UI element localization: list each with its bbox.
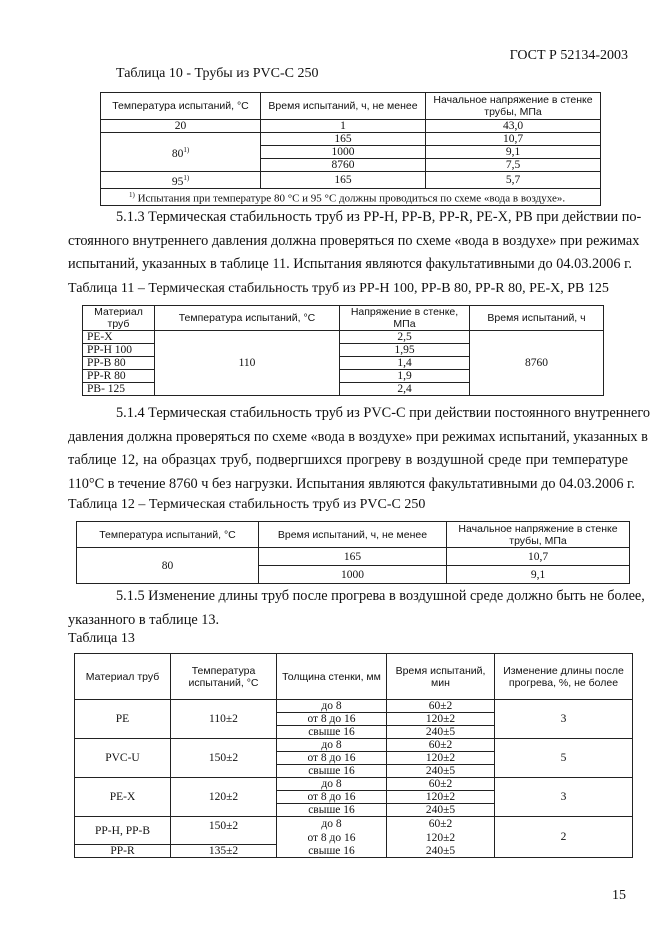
table13-cell-temp: 120±2 [171,778,277,817]
table11-cell-stress: 1,4 [340,357,470,370]
table13-cell-time: 240±5 [387,804,495,817]
table13-cell-time: 60±2 [387,739,495,752]
table11-cell-stress: 2,5 [340,331,470,344]
table11-cell-stress: 1,95 [340,344,470,357]
table13-cell-thickness: свыше 16 [277,765,387,778]
table10-cell-stress: 43,0 [426,120,601,133]
table13-cell-temp: 150±2 [171,817,277,845]
table13-cell-time: 60±2 [387,778,495,791]
table13-cell-material: PVC-U [75,739,171,778]
table10-cell-temp: 95$^{1)}$ [101,172,261,189]
table13-cell-time: 240±5 [387,845,495,858]
table13-cell-thickness: от 8 до 16 [277,831,387,845]
table13-cell-material: PP-R [75,845,171,858]
table12 [76,521,630,584]
table13-cell-time: 60±2 [387,700,495,713]
table12-cell-stress: 9,1 [447,566,630,584]
table13-cell-temp: 150±2 [171,739,277,778]
table13-cell-time: 120±2 [387,791,495,804]
table13-cell-thickness: до 8 [277,817,387,831]
table11 [82,305,604,396]
table12-cell-time: 165 [259,548,447,566]
table13-cell-thickness: свыше 16 [277,726,387,739]
paragraph-5-1-5: 5.1.5 Изменение длины труб после прогрева в воздушной среде должно быть не более, указанного в таблице 13. [68,588,645,628]
table13-caption: Таблица 13 [68,631,135,646]
table13-cell-thickness: от 8 до 16 [277,752,387,765]
table10-cell-time: 8760 [261,159,426,172]
table12-cell-temp: 80 [77,548,259,584]
table10-cell-stress: 5,7 [426,172,601,189]
table13-cell-material: PE [75,700,171,739]
table13-header-thickness: Толщина стенки, мм [277,654,387,700]
table13-cell-time: 120±2 [387,713,495,726]
table11-header-temp: Температура испытаний, °С [155,306,340,331]
table11-header-stress: Напряжение в стенке, МПа [340,306,470,331]
table13-header-temp: Температура испытаний, °С [171,654,277,700]
table13-header-time: Время испытаний, мин [387,654,495,700]
table11-cell-material: PP-R 80 [83,370,155,383]
table10-cell-stress: 10,7 [426,133,601,146]
table13-cell-thickness: от 8 до 16 [277,791,387,804]
page-number: 15 [612,888,626,903]
table11-header-material: Материал труб [83,306,155,331]
table13-cell-change: 5 [495,739,633,778]
table13-cell-change: 3 [495,700,633,739]
paragraph-5-1-3: 5.1.3 Термическая стабильность труб из PP-H, PP-B, PP-R, PE-X, PB при действии по- стоянного внутреннего давления должна проверяться по схеме «вода в воздухе» при режимах испытаний, указанных в таблице 11. Испытания являются факультативными до 04.03.2006 г. [68,209,642,272]
table13-cell-material: PE-X [75,778,171,817]
table13-cell-time: 60±2 [387,817,495,831]
table13-cell-thickness: от 8 до 16 [277,713,387,726]
table11-cell-material: PP-H 100 [83,344,155,357]
table13-header-material: Материал труб [75,654,171,700]
table13 [74,653,633,858]
table10-cell-stress: 9,1 [426,146,601,159]
standard-header: ГОСТ Р 52134-2003 [509,48,628,63]
table10-cell-time: 165 [261,133,426,146]
table10-header-stress: Начальное напряжение в стенке трубы, МПа [426,93,601,120]
table12-header-time: Время испытаний, ч, не менее [259,522,447,548]
table10-caption: Таблица 10 - Трубы из PVC-С 250 [116,66,319,81]
table10-cell-temp: 20 [101,120,261,133]
table10-cell-time: 1000 [261,146,426,159]
table13-cell-thickness: до 8 [277,739,387,752]
table12-cell-time: 1000 [259,566,447,584]
paragraph-5-1-4: 5.1.4 Термическая стабильность труб из PVC-C при действии постоянного внутреннего давления должна проверяться по схеме «вода в воздухе» при режимах испытаний, указанных в таблице 12, на образцах труб, подвергшихся прогреву в воздушной среде при температуре 110°С в течение 8760 ч без нагрузки. Испытания являются факультативными до 04.03.2006 г. [68,405,651,492]
table10-header-time: Время испытаний, ч, не менее [261,93,426,120]
table13-cell-change: 2 [495,817,633,858]
table13-cell-thickness: свыше 16 [277,845,387,858]
table13-cell-time: 240±5 [387,765,495,778]
table13-cell-change: 3 [495,778,633,817]
table13-cell-time: 240±5 [387,726,495,739]
table12-cell-stress: 10,7 [447,548,630,566]
table13-cell-time: 120±2 [387,752,495,765]
table11-cell-material: PE-X [83,331,155,344]
table12-header-temp: Температура испытаний, °С [77,522,259,548]
table11-cell-stress: 1,9 [340,370,470,383]
table10-cell-time: 165 [261,172,426,189]
table11-cell-stress: 2,4 [340,383,470,396]
table11-cell-material: PB- 125 [83,383,155,396]
table10-header-temp: Температура испытаний, °С [101,93,261,120]
table13-cell-thickness: до 8 [277,778,387,791]
table12-header-stress: Начальное напряжение в стенке трубы, МПа [447,522,630,548]
table11-caption: Таблица 11 – Термическая стабильность труб из PP-H 100, PP-B 80, PP-R 80, PE-X, PB 125 [68,281,609,296]
table10-cell-stress: 7,5 [426,159,601,172]
table13-header-change: Изменение длины после прогрева, %, не более [495,654,633,700]
table13-cell-material: PP-H, PP-B [75,817,171,845]
table12-caption: Таблица 12 – Термическая стабильность труб из PVC-C 250 [68,497,426,512]
table13-cell-temp: 110±2 [171,700,277,739]
table11-cell-material: PP-B 80 [83,357,155,370]
table11-header-time: Время испытаний, ч [470,306,604,331]
table11-cell-temp: 110 [155,331,340,396]
table11-cell-time: 8760 [470,331,604,396]
table10-cell-time: 1 [261,120,426,133]
table10 [100,92,601,206]
table13-cell-time: 120±2 [387,831,495,845]
table10-cell-temp: 80$^{1)}$ [101,133,261,172]
table10-footnote: $^{1)}$ Испытания при температуре 80 °С и 95 °С должны проводиться по схеме «вода в воздухе». [101,188,601,205]
table13-cell-thickness: до 8 [277,700,387,713]
table13-cell-temp: 135±2 [171,845,277,858]
table13-cell-thickness: свыше 16 [277,804,387,817]
